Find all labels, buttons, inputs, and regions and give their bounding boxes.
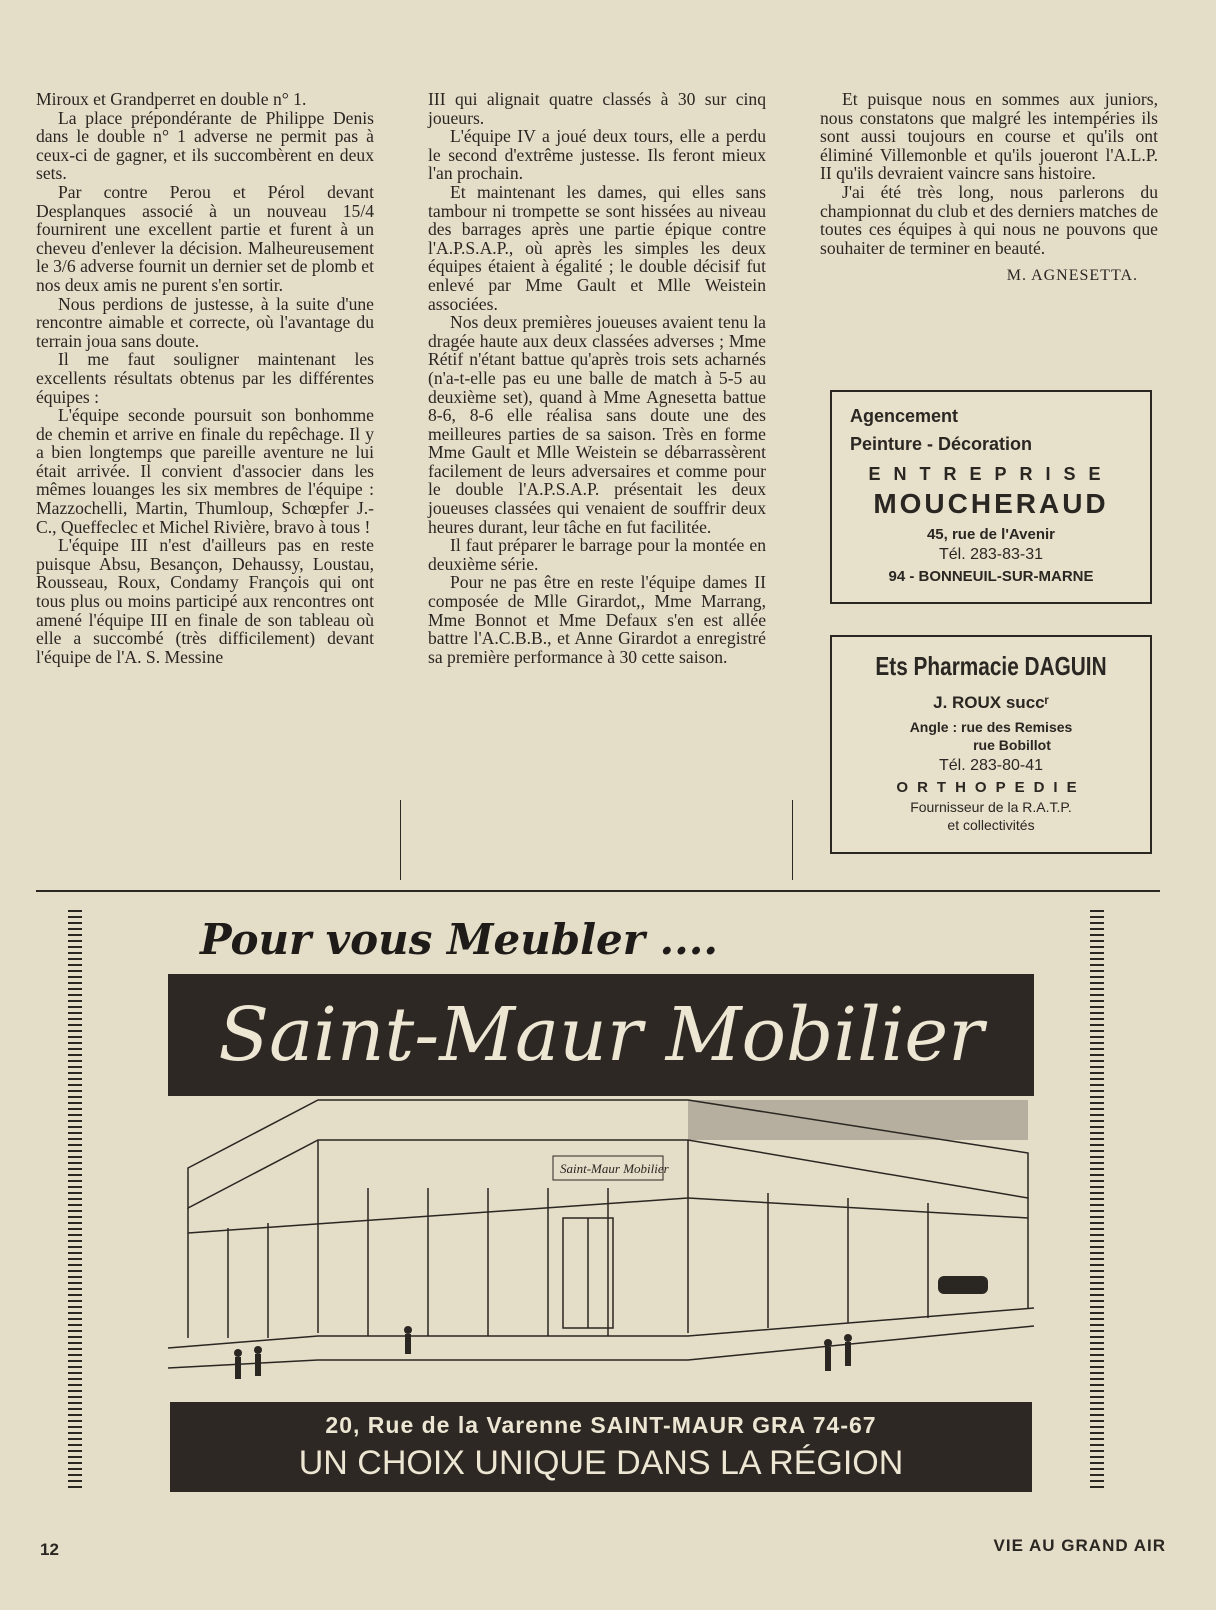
paragraph: L'équipe III n'est d'ailleurs pas en reste puisque Absu, Besançon, Dehaussy, Loustau, Rousseau, Roux, Condamy François qui ont tous plus ou moins participé aux rencontres ont amené l'équipe III en finale de son tableau où elle a succombé (très difficilement) devant l'équipe de l'A. S. Messine bbox=[36, 535, 374, 667]
ad-address: 20, Rue de la Varenne SAINT-MAUR GRA 74-67 bbox=[325, 1412, 877, 1438]
ad-phone: Tél. 283-80-41 bbox=[938, 757, 1044, 774]
ad-city: 94 - BONNEUIL-SUR-MARNE bbox=[888, 568, 1094, 585]
paragraph: J'ai été très long, nous parlerons du championnat du club et des derniers matches de toutes ces équipes à qui nous ne pouvons que souhaiter de terminer en beauté. bbox=[820, 181, 1158, 258]
ad-line: Peinture - Décoration bbox=[850, 434, 1033, 454]
paragraph: Nos deux premières joueuses avaient tenu la dragée haute aux deux classées adverses ; Mme Rétif n'étant battue qu'après trois sets acharnés (n'a-t-elle pas eu une balle de match à 5-5 au deuxième set), quand à Mme Agnesetta battue 8-6, 8-6 elle réalisa sans doute une des meilleures parties de sa saison. Très en forme Mme Gault et Mlle Weistein se débarrassèrent facilement de leurs adversaires et comme pour le double l'A.P.S.A.P. présentait les deux joueuses classées qui venaient de souffrir deux heures durant, leur tâche en fut facilitée. bbox=[428, 312, 766, 537]
page-number: 12 bbox=[40, 1540, 59, 1559]
paragraph: Et puisque nous en sommes aux juniors, nous constatons que malgré les intempéries ils sont aussi toujours en course et qu'ils ont éliminé Villemonble et qu'ils joueront l'A.L.P. II qu'ils devraient vaincre sans histoire. bbox=[820, 89, 1158, 184]
ad-moucheraud bbox=[830, 390, 1152, 604]
decorative-stripes bbox=[68, 910, 82, 1490]
paragraph: La place prépondérante de Philippe Denis dans le double n° 1 adverse ne permit pas à ceux-ci de gagner, et ils succombèrent en deux sets. bbox=[36, 107, 374, 184]
paragraph: III qui alignait quatre classés à 30 sur cinq joueurs. bbox=[428, 89, 766, 128]
store-sign: Saint-Maur Mobilier bbox=[560, 1161, 669, 1176]
paragraph: L'équipe IV a joué deux tours, elle a perdu le second d'extrême justesse. Ils feront mieux l'an prochain. bbox=[428, 126, 766, 184]
ad-company-name: MOUCHERAUD bbox=[873, 488, 1109, 519]
ad-line: Agencement bbox=[850, 406, 959, 426]
paragraph: Et maintenant les dames, qui elles sans tambour ni trompette se sont hissées au niveau des barrages après une partie épique contre l'A.P.S.A.P., où après les simples les deux équipes étaient à égalité ; le double décisif fut enlevé par Mme Gault et Mlle Weistein associées. bbox=[428, 181, 766, 314]
paragraph: Il me faut souligner maintenant les excellents résultats obtenus par les différentes équipes : bbox=[36, 349, 374, 407]
ad-line: Angle : rue des Remises bbox=[909, 719, 1073, 735]
paragraph: Par contre Perou et Pérol devant Desplanques associé à un nouveau 15/4 fournirent une excellent partie et furent à un cheveu d'enlever la décision. Malheureusement le 3/6 adverse fournit un dernier set de plomb et nos deux amis ne purent s'en sortir. bbox=[36, 181, 374, 295]
paragraph: Miroux et Grandperret en double n° 1. bbox=[36, 89, 307, 109]
ad-address: 45, rue de l'Avenir bbox=[926, 526, 1056, 543]
ad-footer-banner bbox=[170, 1402, 1032, 1492]
column-divider bbox=[792, 800, 793, 880]
paragraph: Il faut préparer le barrage pour la montée en deuxième série. bbox=[428, 535, 766, 574]
article-column-2 bbox=[428, 90, 766, 666]
ad-title: Ets Pharmacie DAGUIN bbox=[875, 651, 1107, 681]
ad-tagline: Pour vous Meubler .... bbox=[200, 915, 719, 964]
ad-line: et collectivités bbox=[947, 817, 1035, 833]
author-signature: M. AGNESETTA. bbox=[1006, 267, 1138, 285]
paragraph: L'équipe seconde poursuit son bonhomme de chemin et arrive en finale du repêchage. Il y a bien longtemps que pareille aventure ne lui était arrivée. Il convient d'associer dans les mêmes louanges les six membres de l'équipe : Mazzochelli, Martin, Thumloup, Schœpfer J.-C., Queffeclec et Michel Rivière, bravo à tous ! bbox=[36, 405, 374, 537]
decorative-stripes bbox=[1090, 910, 1104, 1490]
ad-pharmacie-daguin bbox=[830, 635, 1152, 854]
magazine-title: VIE AU GRAND AIR bbox=[993, 1536, 1166, 1555]
ad-line: rue Bobillot bbox=[973, 737, 1051, 753]
paragraph: Pour ne pas être en reste l'équipe dames II composée de Mlle Girardot,, Mme Marrang, Mme Bonnot et Mme Defaux s'en est allée battre l'A.C.B.B., et Anne Girardot a enregistré sa première performance à 30 cette saison. bbox=[428, 572, 766, 667]
ad-line: Fournisseur de la R.A.T.P. bbox=[910, 799, 1072, 815]
ad-slogan: UN CHOIX UNIQUE DANS LA RÉGION bbox=[298, 1444, 904, 1482]
ad-line: ORTHOPEDIE bbox=[896, 779, 1086, 796]
article-column-1 bbox=[36, 90, 374, 666]
ad-brand-banner bbox=[168, 974, 1034, 1096]
ad-line: J. ROUX succʳ bbox=[933, 693, 1049, 712]
ad-line: ENTREPRISE bbox=[868, 464, 1114, 484]
column-divider bbox=[400, 800, 401, 880]
paragraph: Nous perdions de justesse, à la suite d'une rencontre aimable et correcte, où l'avantage du terrain joua sans doute. bbox=[36, 293, 374, 351]
ad-brand-name: Saint-Maur Mobilier bbox=[218, 992, 984, 1078]
article-column-3 bbox=[820, 90, 1158, 286]
horizontal-divider bbox=[36, 890, 1160, 892]
ad-phone: Tél. 283-83-31 bbox=[938, 546, 1044, 563]
store-illustration bbox=[168, 1098, 1034, 1398]
